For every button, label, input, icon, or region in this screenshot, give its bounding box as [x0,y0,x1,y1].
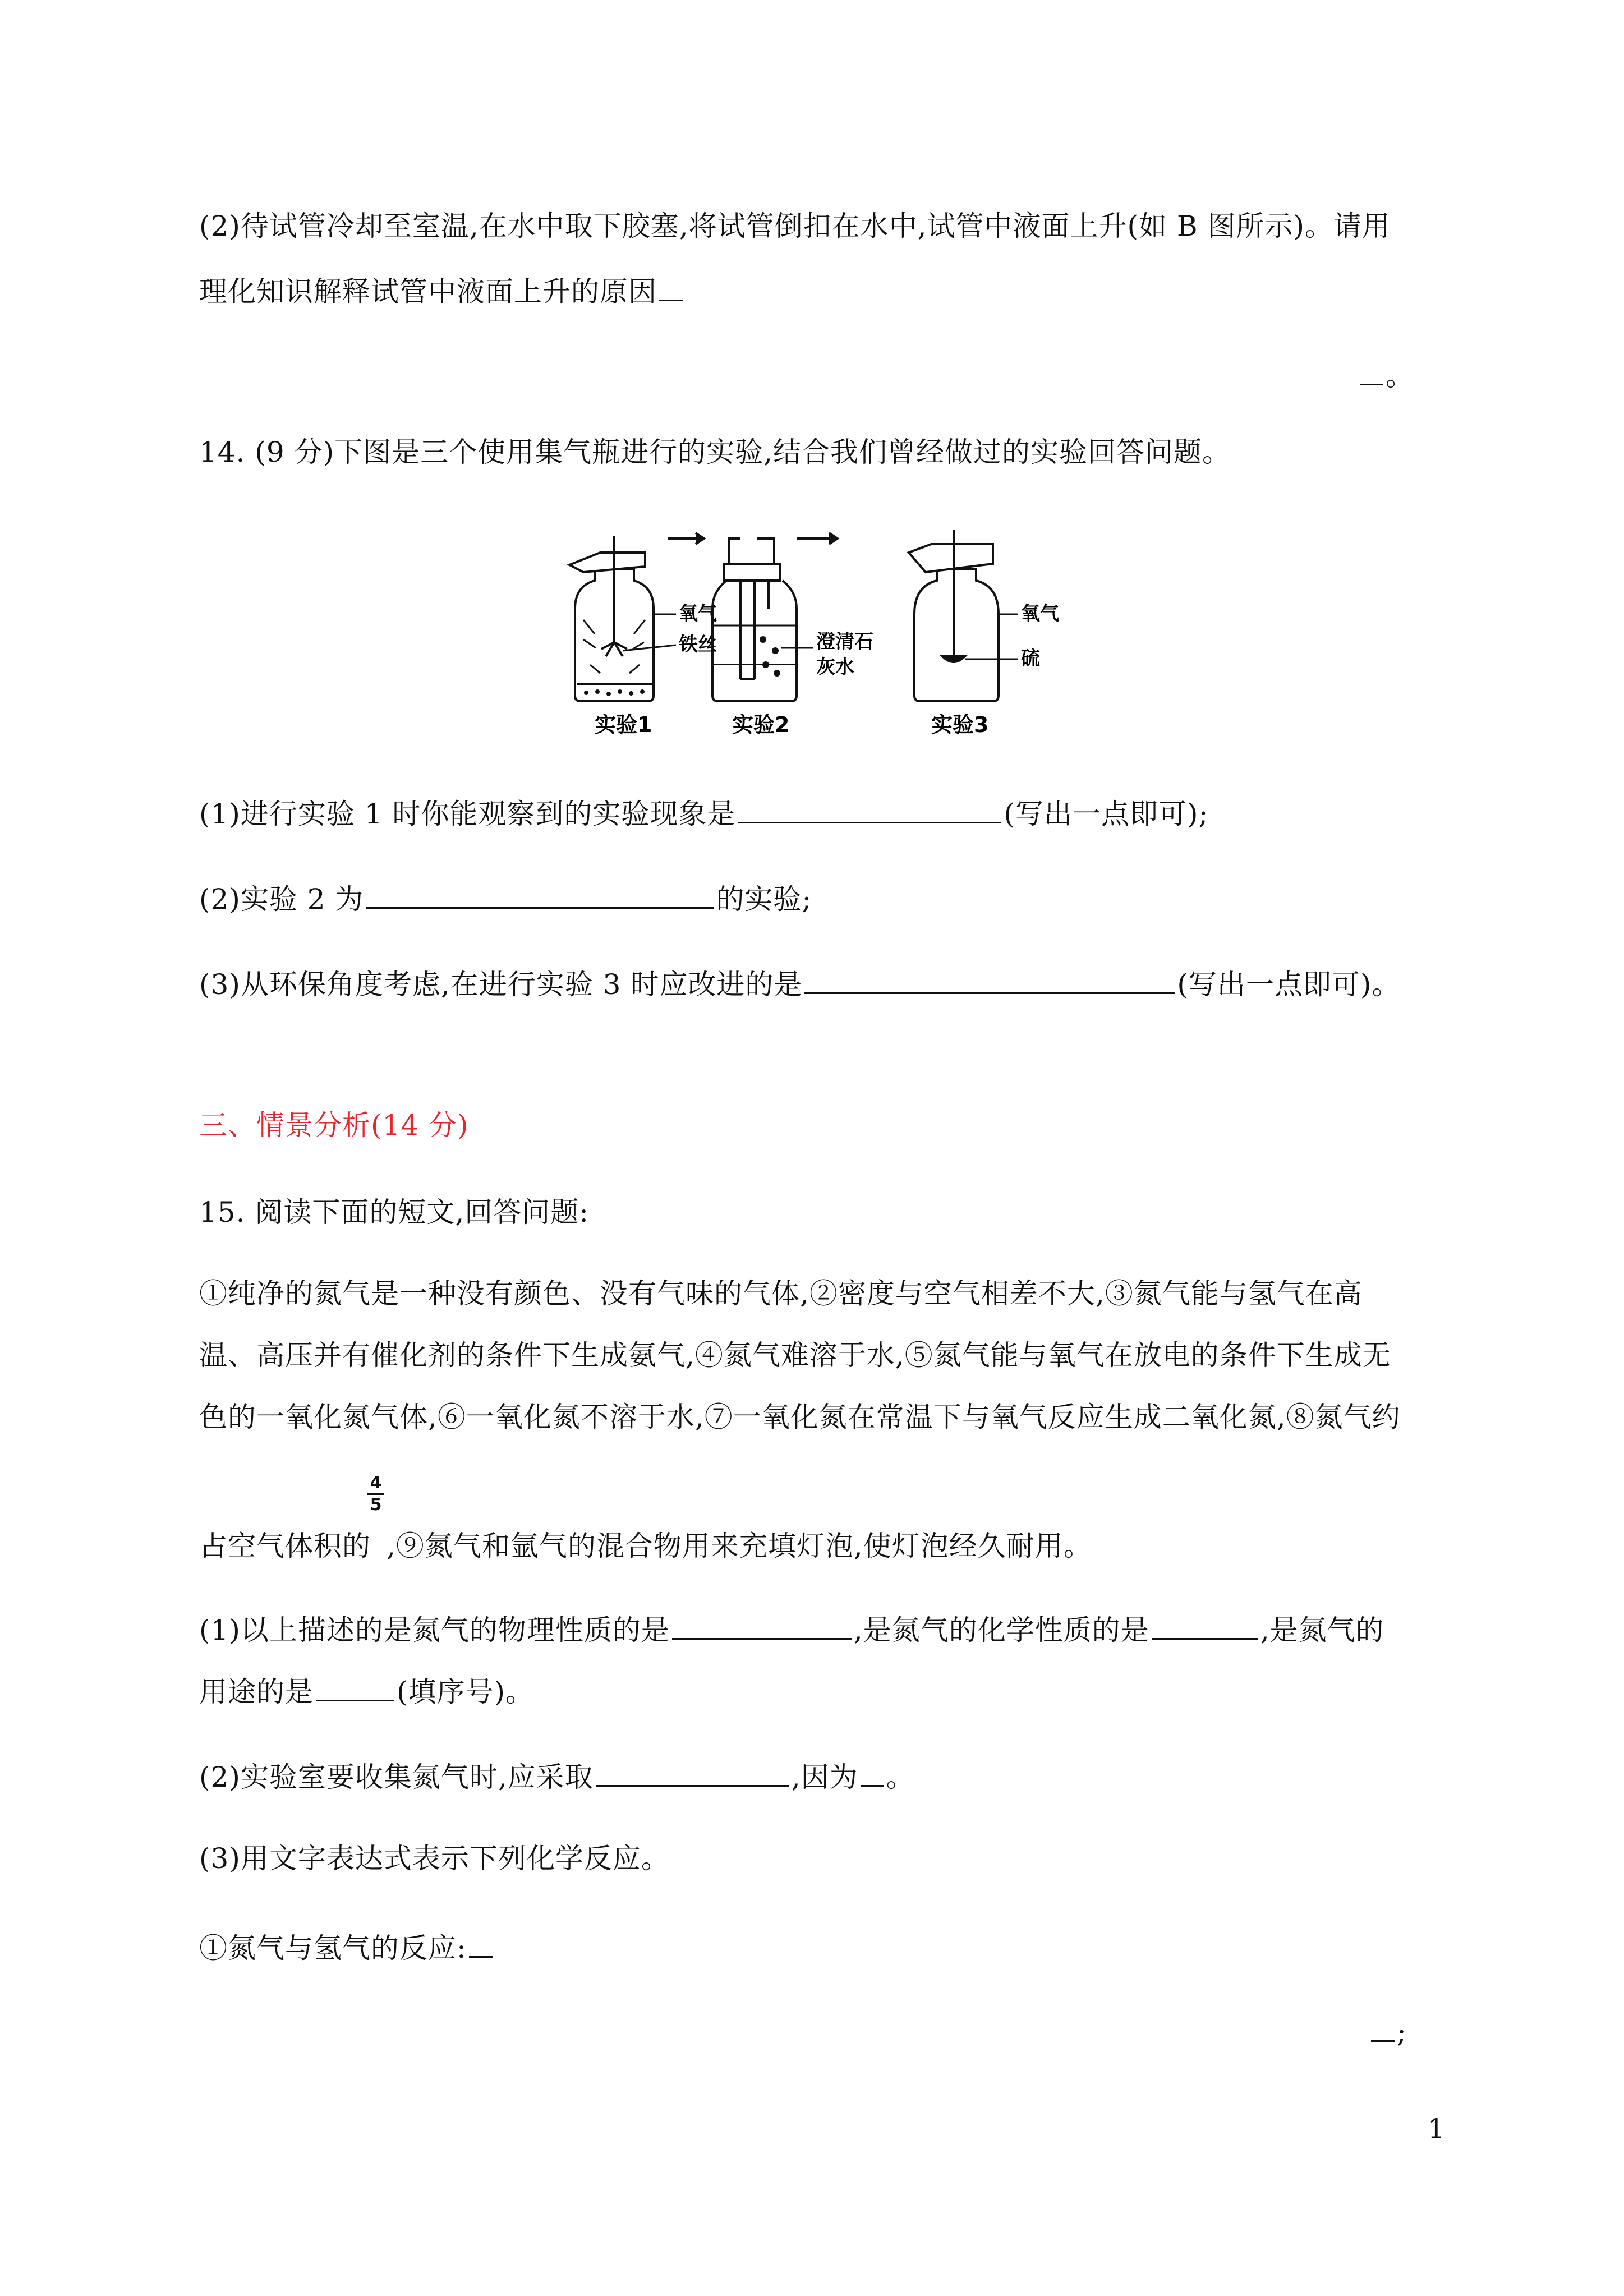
q15-part1-note: (填序号)。 [397,1676,535,1708]
q15-part2-prompt: (2)实验室要收集氮气时,应采取 [199,1761,594,1793]
label-oxygen-3: 氧气 [1021,602,1059,625]
answer-blank [316,1671,394,1701]
q14-title: 14. (9 分)下图是三个使用集气瓶进行的实验,结合我们曾经做过的实验回答问题。 [199,436,1231,468]
q15-text-line4 [199,1529,1092,1563]
experiment3-bottle [909,530,1018,701]
label-iron-wire: 铁丝 [679,633,717,656]
label-oxygen-1: 氧气 [679,602,717,625]
q15-text-line4-end: ,⑨氮气和氩气的混合物用来充填灯泡,使灯泡经久耐用。 [387,1530,1092,1562]
q13-part2-line1: (2)待试管冷却至室温,在水中取下胶塞,将试管倒扣在水中,试管中液面上升(如 B 图所示)。请用 [199,210,1391,242]
q15-text-line2: 温、高压并有催化剂的条件下生成氨气,④氮气难溶于水,⑤氮气能与氧气在放电的条件下生成无 [199,1339,1391,1372]
q14-part2-prompt: (2)实验 2 为 [199,883,364,915]
q14-part1-note: (写出一点即可); [1004,798,1209,830]
section-heading: 三、情景分析(14 分) [199,1109,469,1142]
q15-part1-prompt-b: ,是氮气的化学性质的是 [853,1614,1149,1646]
q15-part1-prompt-c: ,是氮气的 [1260,1614,1384,1646]
page-number: 1 [1428,2113,1445,2145]
caption-experiment-1: 实验1 [595,712,652,737]
answer-blank [804,963,1175,994]
caption-experiment-3: 实验3 [931,712,989,737]
q14-part2 [199,878,812,917]
label-limewater-1: 澄清石 [816,631,873,653]
q14-part2-note: 的实验; [716,883,812,915]
q15-part3-item1-end [1369,2011,1407,2050]
q15-text-line3: 色的一氧化氮气体,⑥一氧化氮不溶于水,⑦一氧化氮在常温下与氧气反应生成二氧化氮,⑧氮气约 [199,1401,1401,1433]
q14-part1-prompt: (1)进行实验 1 时你能观察到的实验现象是 [199,798,736,830]
answer-blank [738,793,1001,823]
answer-blank [366,878,714,909]
fraction-numerator: 4 [370,1473,382,1493]
q15-text-line1: ①纯净的氮气是一种没有颜色、没有气味的气体,②密度与空气相差不大,③氮气能与氢气在高 [199,1277,1363,1310]
q15-part1-prompt-a: (1)以上描述的是氮气的物理性质的是 [199,1614,670,1646]
fraction-four-fifths [367,1474,384,1514]
q15-part3: (3)用文字表达式表示下列化学反应。 [199,1842,670,1875]
answer-blank [672,1609,852,1640]
answer-blank [1371,2011,1395,2042]
q14-part3 [199,963,1400,1002]
answer-blank [1360,355,1383,385]
q15-part2-reason: ,因为 [791,1761,858,1793]
answer-blank [596,1756,789,1787]
q15-part1-prompt-d: 用途的是 [199,1676,314,1708]
q13-part2-end [1358,355,1414,393]
q15-title: 15. 阅读下面的短文,回答问题: [199,1196,590,1228]
q14-part3-prompt: (3)从环保角度考虑,在进行实验 3 时应改进的是 [199,968,803,1001]
q15-part3-item1-prompt: ①氮气与氢气的反应: [199,1932,467,1964]
label-limewater-2: 灰水 [816,656,854,678]
semicolon: ; [1397,2016,1407,2049]
answer-blank [861,1756,884,1787]
answer-blank [1152,1609,1258,1640]
caption-experiment-2: 实验2 [732,712,790,737]
answer-blank [659,270,683,301]
q14-part1 [199,793,1208,831]
q14-part3-note: (写出一点即可)。 [1177,968,1401,1001]
q15-part1-line1 [199,1609,1384,1648]
q15-text-line4-start: 占空气体积的 [199,1530,371,1562]
period: 。 [886,1761,915,1793]
experiment1-bottle [569,536,676,701]
experiment-diagram [561,530,1077,743]
q15-part2 [199,1756,915,1795]
q13-part2-prompt: 理化知识解释试管中液面上升的原因 [199,275,657,308]
fraction-denominator: 5 [370,1495,382,1515]
q13-part2-line2 [199,270,685,309]
q15-part1-line2 [199,1671,534,1709]
answer-blank [469,1927,493,1958]
q15-part3-item1 [199,1927,495,1966]
label-sulfur: 硫 [1021,647,1040,670]
period: 。 [1386,360,1414,392]
